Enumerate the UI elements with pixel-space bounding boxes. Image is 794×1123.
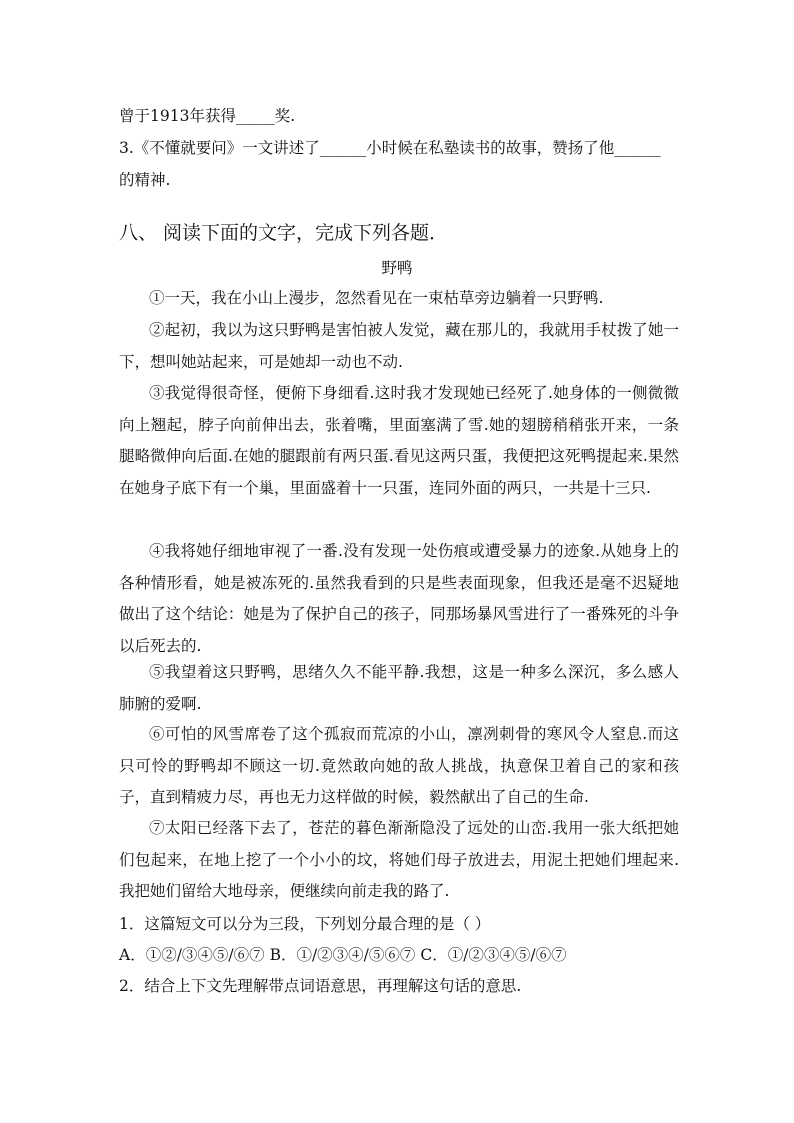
passage-paragraph-3: ③我觉得很奇怪，便俯下身细看.这时我才发现她已经死了.她身体的一侧微微向上翘起，脖子向前伸出去，张着嘴，里面塞满了雪.她的翅膀稍稍张开来，一条腿略微伸向后面.在她的腿跟前有两只蛋.看见这两只蛋，我便把这死鸭提起来.果然在她身子底下有一个巢，里面盛着十一只蛋，连同外面的两只，一共是十三只.: [119, 384, 679, 497]
question-3-line-1: 3.《不懂就要问》一文讲述了______小时候在私塾读书的故事，赞扬了他______: [119, 139, 661, 157]
passage-paragraph-7: ⑦太阳已经落下去了，苍茫的暮色渐渐隐没了远处的山峦.我用一张大纸把她们包起来，在地上挖了一个小小的坟，将她们母子放进去，用泥土把她们埋起来.我把她们留给大地母亲，便继续向前走我的路了.: [119, 819, 679, 900]
passage-paragraph-6: ⑥可怕的风雪席卷了这个孤寂而荒凉的小山，凛冽刺骨的寒风令人窒息.而这只可怜的野鸭却不顾这一切.竟然敢向她的敌人挑战，执意保卫着自己的家和孩子，直到精疲力尽，再也无力这样做的时候，毅然献出了自己的生命.: [119, 725, 679, 806]
question-2-continuation: 曾于1913年获得_____奖.: [119, 107, 296, 125]
passage-paragraph-2: ②起初，我以为这只野鸭是害怕被人发觉，藏在那儿的，我就用手杖拨了她一下，想叫她站起来，可是她却一动也不动.: [119, 321, 679, 371]
passage-title: 野鸭: [381, 259, 413, 277]
question-2: 2．结合上下文先理解带点词语意思，再理解这句话的意思.: [119, 977, 522, 995]
question-3-line-2: 的精神.: [119, 171, 171, 189]
section-8-heading: 八、 阅读下面的文字，完成下列各题．: [119, 222, 449, 244]
question-1: 1．这篇短文可以分为三段，下列划分最合理的是（ ）: [119, 915, 491, 933]
passage-paragraph-1: ①一天，我在小山上漫步，忽然看见在一束枯草旁边躺着一只野鸭.: [149, 289, 604, 307]
passage-paragraph-5: ⑤我望着这只野鸭，思绪久久不能平静.我想，这是一种多么深沉，多么感人肺腑的爱啊.: [119, 663, 679, 713]
passage-paragraph-4: ④我将她仔细地审视了一番.没有发现一处伤痕或遭受暴力的迹象.从她身上的各种情形看，她是被冻死的.虽然我看到的只是些表面现象，但我还是毫不迟疑地做出了这个结论：她是为了保护自己的孩子，同那场暴风雪进行了一番殊死的斗争以后死去的.: [119, 542, 679, 655]
question-1-options: A．①②/③④⑤/⑥⑦ B．①/②③④/⑤⑥⑦ C．①/②③④⑤/⑥⑦: [119, 946, 567, 964]
